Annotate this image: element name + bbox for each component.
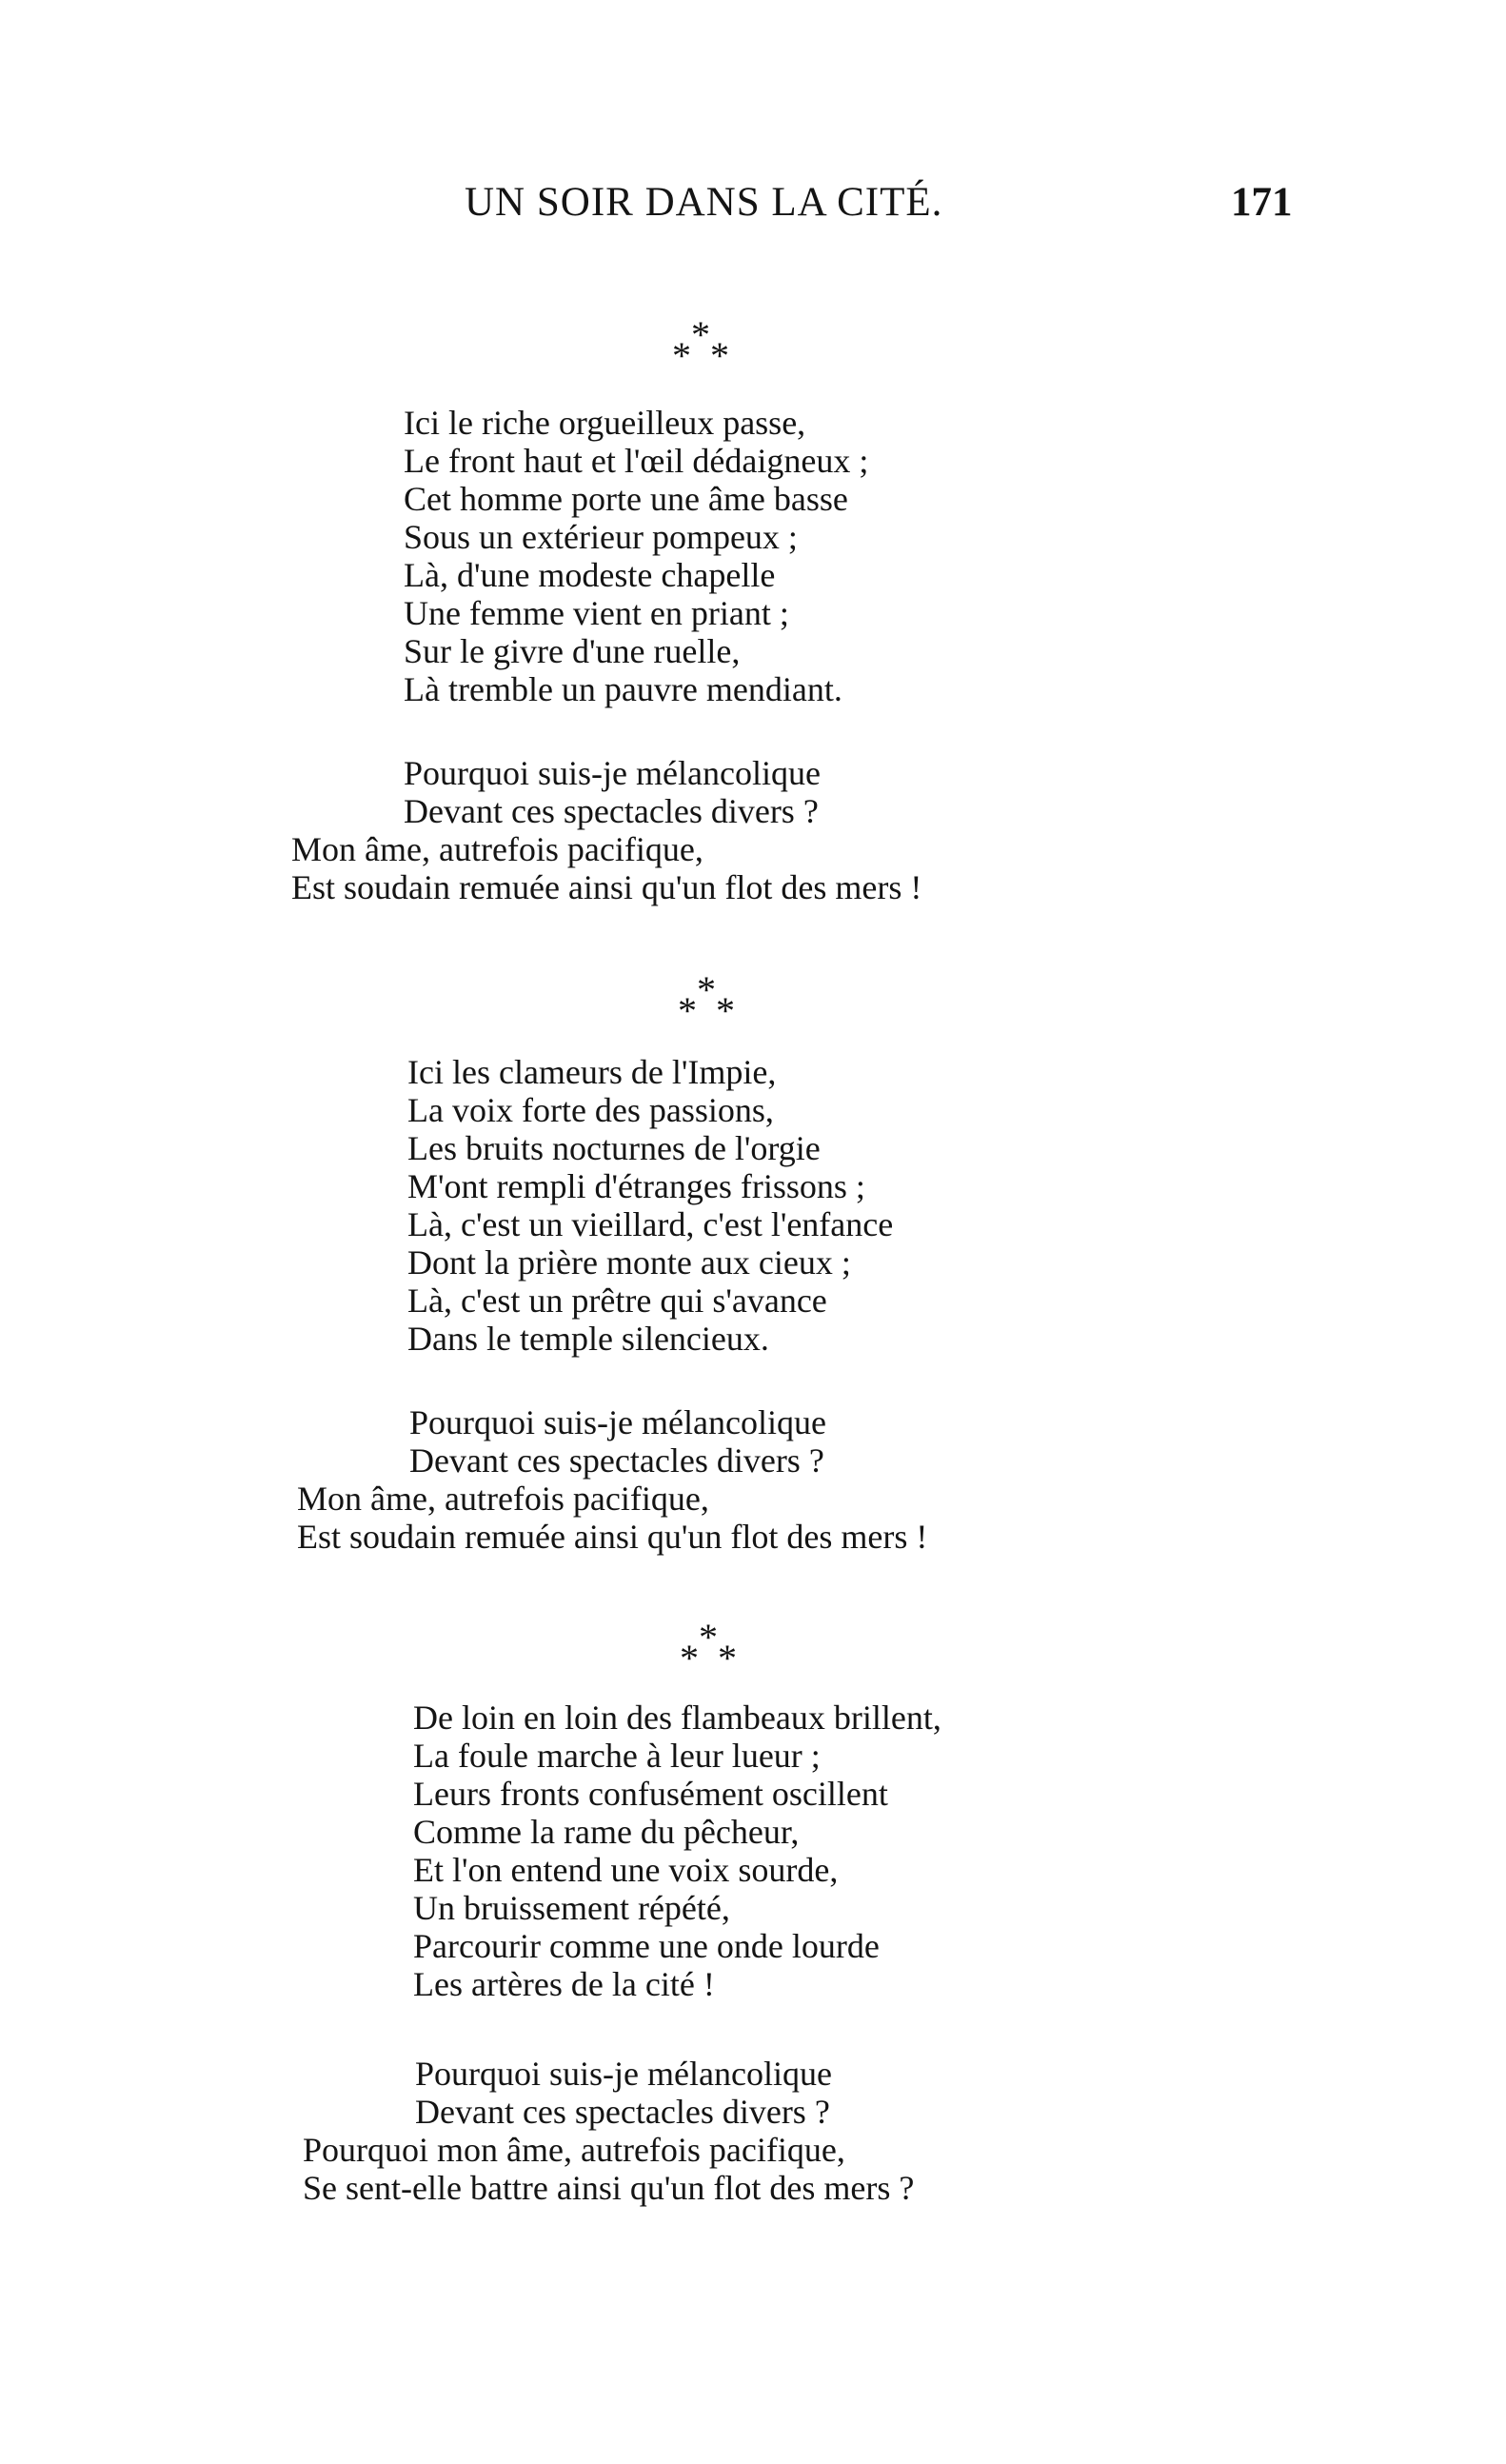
refrain-line: Devant ces spectacles divers ? [415, 2093, 830, 2131]
verse-line: Ici le riche orgueilleux passe, [404, 404, 806, 442]
refrain-line: Est soudain remuée ainsi qu'un flot des mers ! [297, 1518, 928, 1556]
verse-line: Dont la prière monte aux cieux ; [407, 1243, 851, 1282]
refrain-1 [291, 754, 921, 906]
verse-line: Parcourir comme une onde lourde [413, 1927, 880, 1965]
verse-line: Là, d'une modeste chapelle [404, 556, 776, 594]
stanza-2 [407, 1053, 893, 1358]
refrain-line: Mon âme, autrefois pacifique, [297, 1480, 709, 1518]
stanza-1 [404, 404, 868, 708]
verse-line: De loin en loin des flambeaux brillent, [413, 1699, 941, 1737]
refrain-line: Est soudain remuée ainsi qu'un flot des mers ! [291, 868, 922, 906]
page-number: 171 [1231, 180, 1293, 225]
verse-line: Ici les clameurs de l'Impie, [407, 1053, 777, 1091]
verse-line: Le front haut et l'œil dédaigneux ; [404, 442, 869, 480]
verse-line: Comme la rame du pêcheur, [413, 1813, 800, 1851]
verse-line: La foule marche à leur lueur ; [413, 1737, 821, 1775]
section-separator-2: * * * [678, 968, 735, 1032]
verse-line: Là tremble un pauvre mendiant. [404, 670, 842, 708]
refrain-2 [297, 1403, 927, 1556]
verse-line: Dans le temple silencieux. [407, 1320, 769, 1358]
refrain-line: Pourquoi mon âme, autrefois pacifique, [303, 2131, 845, 2169]
verse-line: Un bruissement répété, [413, 1889, 730, 1927]
refrain-line: Mon âme, autrefois pacifique, [291, 830, 703, 868]
verse-line: Leurs fronts confusément oscillent [413, 1775, 888, 1813]
running-title: UN SOIR DANS LA CITÉ. [465, 180, 943, 225]
verse-line: Sous un extérieur pompeux ; [404, 518, 798, 556]
refrain-line: Pourquoi suis-je mélancolique [409, 1403, 826, 1441]
refrain-line: Pourquoi suis-je mélancolique [415, 2055, 832, 2093]
refrain-line: Devant ces spectacles divers ? [409, 1441, 824, 1480]
verse-line: Une femme vient en priant ; [404, 594, 789, 632]
verse-line: Là, c'est un vieillard, c'est l'enfance [407, 1205, 894, 1243]
verse-line: Les bruits nocturnes de l'orgie [407, 1129, 821, 1167]
refrain-line: Devant ces spectacles divers ? [404, 792, 819, 830]
section-separator-1: * * * [672, 313, 729, 377]
section-separator-3: * * * [680, 1616, 737, 1679]
refrain-line: Se sent-elle battre ainsi qu'un flot des mers ? [303, 2169, 915, 2207]
verse-line: Là, c'est un prêtre qui s'avance [407, 1282, 827, 1320]
verse-line: Et l'on entend une voix sourde, [413, 1851, 839, 1889]
verse-line: Cet homme porte une âme basse [404, 480, 848, 518]
verse-line: Les artères de la cité ! [413, 1965, 715, 2003]
verse-line: La voix forte des passions, [407, 1091, 774, 1129]
refrain-line: Pourquoi suis-je mélancolique [404, 754, 821, 792]
refrain-3 [303, 2055, 914, 2207]
stanza-3 [413, 1699, 941, 2003]
verse-line: Sur le givre d'une ruelle, [404, 632, 741, 670]
verse-line: M'ont rempli d'étranges frissons ; [407, 1167, 865, 1205]
